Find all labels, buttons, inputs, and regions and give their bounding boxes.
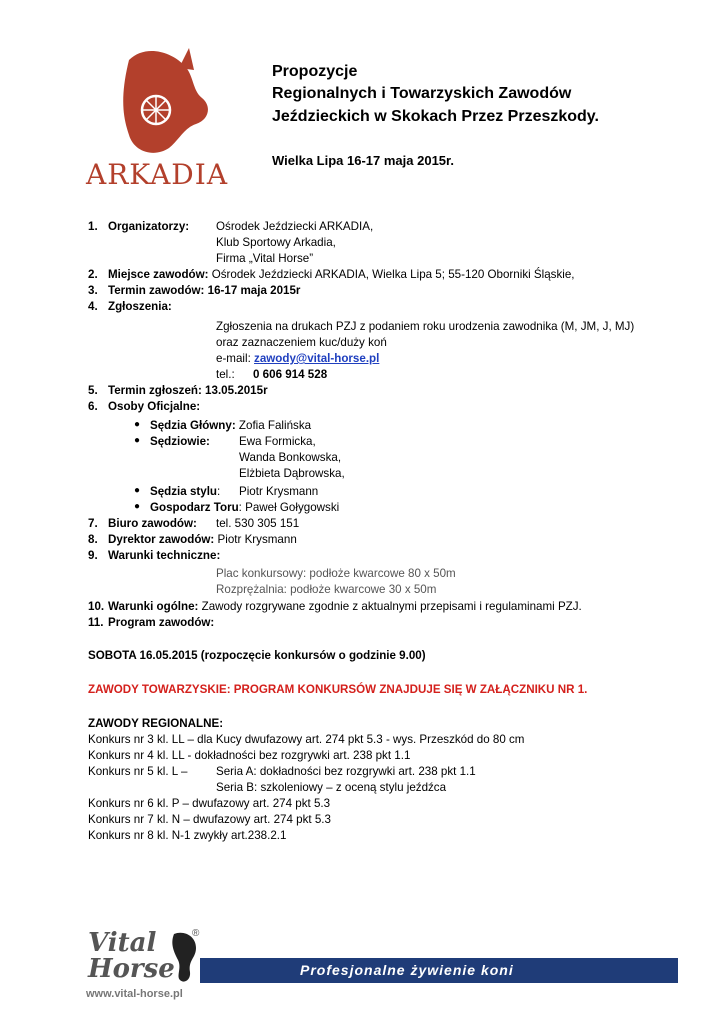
item5-label: Termin zgłoszeń: 13.05.2015r — [108, 384, 268, 397]
item10-number: 10. — [88, 600, 105, 613]
item4-text2: oraz zaznaczeniem kuc/duży koń — [216, 336, 387, 349]
program-k7: Konkurs nr 7 kl. N – dwufazowy art. 274 pkt 5.3 — [88, 813, 331, 826]
item9-text2: Rozprężalnia: podłoże kwarcowe 30 x 50m — [216, 583, 437, 596]
item7-value: tel. 530 305 151 — [216, 517, 300, 530]
item8-value: Piotr Krysmann — [214, 533, 297, 546]
item2-number: 2. — [88, 268, 98, 281]
program-k5c: Seria B: szkoleniowy – z oceną stylu jeźdźca — [216, 781, 447, 794]
item9-label: Warunki techniczne: — [108, 549, 221, 562]
item9-number: 9. — [88, 549, 98, 562]
official2-value2: Wanda Bonkowska, — [239, 451, 342, 464]
bullet-icon: ● — [134, 485, 141, 496]
program-day: SOBOTA 16.05.2015 (rozpoczęcie konkursów o godzinie 9.00) — [88, 649, 426, 662]
page-subtitle: Wielka Lipa 16-17 maja 2015r. — [272, 153, 454, 168]
logo-line1: Vital — [88, 928, 157, 958]
logo-registered: ® — [192, 928, 200, 939]
program-k6: Konkurs nr 6 kl. P – dwufazowy art. 274 pkt 5.3 — [88, 797, 331, 810]
official4 — [150, 500, 339, 516]
item6-label: Osoby Oficjalne: — [108, 400, 201, 413]
item7-number: 7. — [88, 517, 98, 530]
footer-tagline: Profesjonalne żywienie koni — [300, 962, 514, 978]
horse-head-icon — [168, 930, 200, 986]
email-link[interactable]: zawody@vital-horse.pl — [254, 352, 380, 365]
bullet-icon: ● — [134, 501, 141, 512]
program-k5a: Konkurs nr 5 kl. L – — [88, 765, 188, 778]
item11-label: Program zawodów: — [108, 616, 215, 629]
official1-value: Zofia Falińska — [235, 419, 312, 432]
item3-label: Termin zawodów: 16-17 maja 2015r — [108, 284, 301, 297]
official4-label: Gospodarz Toru — [150, 501, 239, 514]
item2-label: Miejsce zawodów: — [108, 268, 209, 281]
item6-number: 6. — [88, 400, 98, 413]
vital-horse-logo — [80, 928, 210, 1008]
program-k3: Konkurs nr 3 kl. LL – dla Kucy dwufazowy art. 274 pkt 5.3 - wys. Przeszkód do 80 cm — [88, 733, 525, 746]
page-title-line3: Jeździeckich w Skokach Przez Przeszkody. — [272, 108, 599, 125]
item4-email-label: e-mail: — [216, 352, 255, 365]
program-k5b: Seria A: dokładności bez rozgrywki art. 238 pkt 1.1 — [216, 765, 476, 778]
item5-number: 5. — [88, 384, 98, 397]
arkadia-logo — [84, 40, 244, 190]
page-title-line1: Propozycje — [272, 63, 358, 80]
item11-number: 11. — [88, 616, 104, 629]
item10-label: Warunki ogólne: — [108, 600, 199, 613]
item7-label: Biuro zawodów: — [108, 517, 197, 530]
item4-email-row — [216, 351, 379, 367]
official1 — [150, 418, 311, 434]
item4-text1: Zgłoszenia na drukach PZJ z podaniem roku urodzenia zawodnika (M, JM, J, MJ) — [216, 320, 635, 333]
item8 — [108, 532, 297, 548]
logo-line2: Horse — [88, 954, 175, 984]
item4-tel: 0 606 914 528 — [253, 368, 328, 381]
item10-value: Zawody rozgrywane zgodnie z aktualnymi przepisami i regulaminami PZJ. — [198, 600, 582, 613]
bullet-icon: ● — [134, 435, 141, 446]
official4-value: : Paweł Gołygowski — [238, 501, 340, 514]
official3-label: Sędzia stylu — [150, 485, 218, 498]
item1-number: 1. — [88, 220, 98, 233]
item2-value: Ośrodek Jeździecki ARKADIA, Wielka Lipa 5; 55-120 Oborniki Śląskie, — [208, 268, 575, 281]
page-title-line2: Regionalnych i Towarzyskich Zawodów — [272, 85, 572, 102]
item1-label: Organizatorzy: — [108, 220, 190, 233]
item9-text1: Plac konkursowy: podłoże kwarcowe 80 x 50m — [216, 567, 456, 580]
official2-value1: Ewa Formicka, — [239, 435, 316, 448]
program-k4: Konkurs nr 4 kl. LL - dokładności bez rozgrywki art. 238 pkt 1.1 — [88, 749, 411, 762]
item1-value1: Ośrodek Jeździecki ARKADIA, — [216, 220, 374, 233]
item4-label: Zgłoszenia: — [108, 300, 172, 313]
item8-number: 8. — [88, 533, 98, 546]
official3-value: Piotr Krysmann — [239, 485, 319, 498]
bullet-icon: ● — [134, 419, 141, 430]
official1-label: Sędzia Główny: — [150, 419, 236, 432]
item8-label: Dyrektor zawodów: — [108, 533, 215, 546]
item3-number: 3. — [88, 284, 98, 297]
item2 — [108, 267, 575, 283]
item1-value2: Klub Sportowy Arkadia, — [216, 236, 336, 249]
item1-value3: Firma „Vital Horse” — [216, 252, 314, 265]
program-regional-title: ZAWODY REGIONALNE: — [88, 717, 224, 730]
arkadia-logo-text: ARKADIA — [86, 158, 229, 191]
footer-url: www.vital-horse.pl — [86, 988, 183, 1000]
program-friendly: ZAWODY TOWARZYSKIE: PROGRAM KONKURSÓW ZNAJDUJE SIĘ W ZAŁĄCZNIKU NR 1. — [88, 683, 588, 696]
item10 — [108, 599, 582, 615]
official2-value3: Elżbieta Dąbrowska, — [239, 467, 345, 480]
official3: Sędzia stylu: — [150, 485, 221, 498]
official2-label: Sędziowie: — [150, 435, 210, 448]
program-k8: Konkurs nr 8 kl. N-1 zwykły art.238.2.1 — [88, 829, 287, 842]
item4-number: 4. — [88, 300, 98, 313]
item4-tel-label: tel.: — [216, 368, 235, 381]
